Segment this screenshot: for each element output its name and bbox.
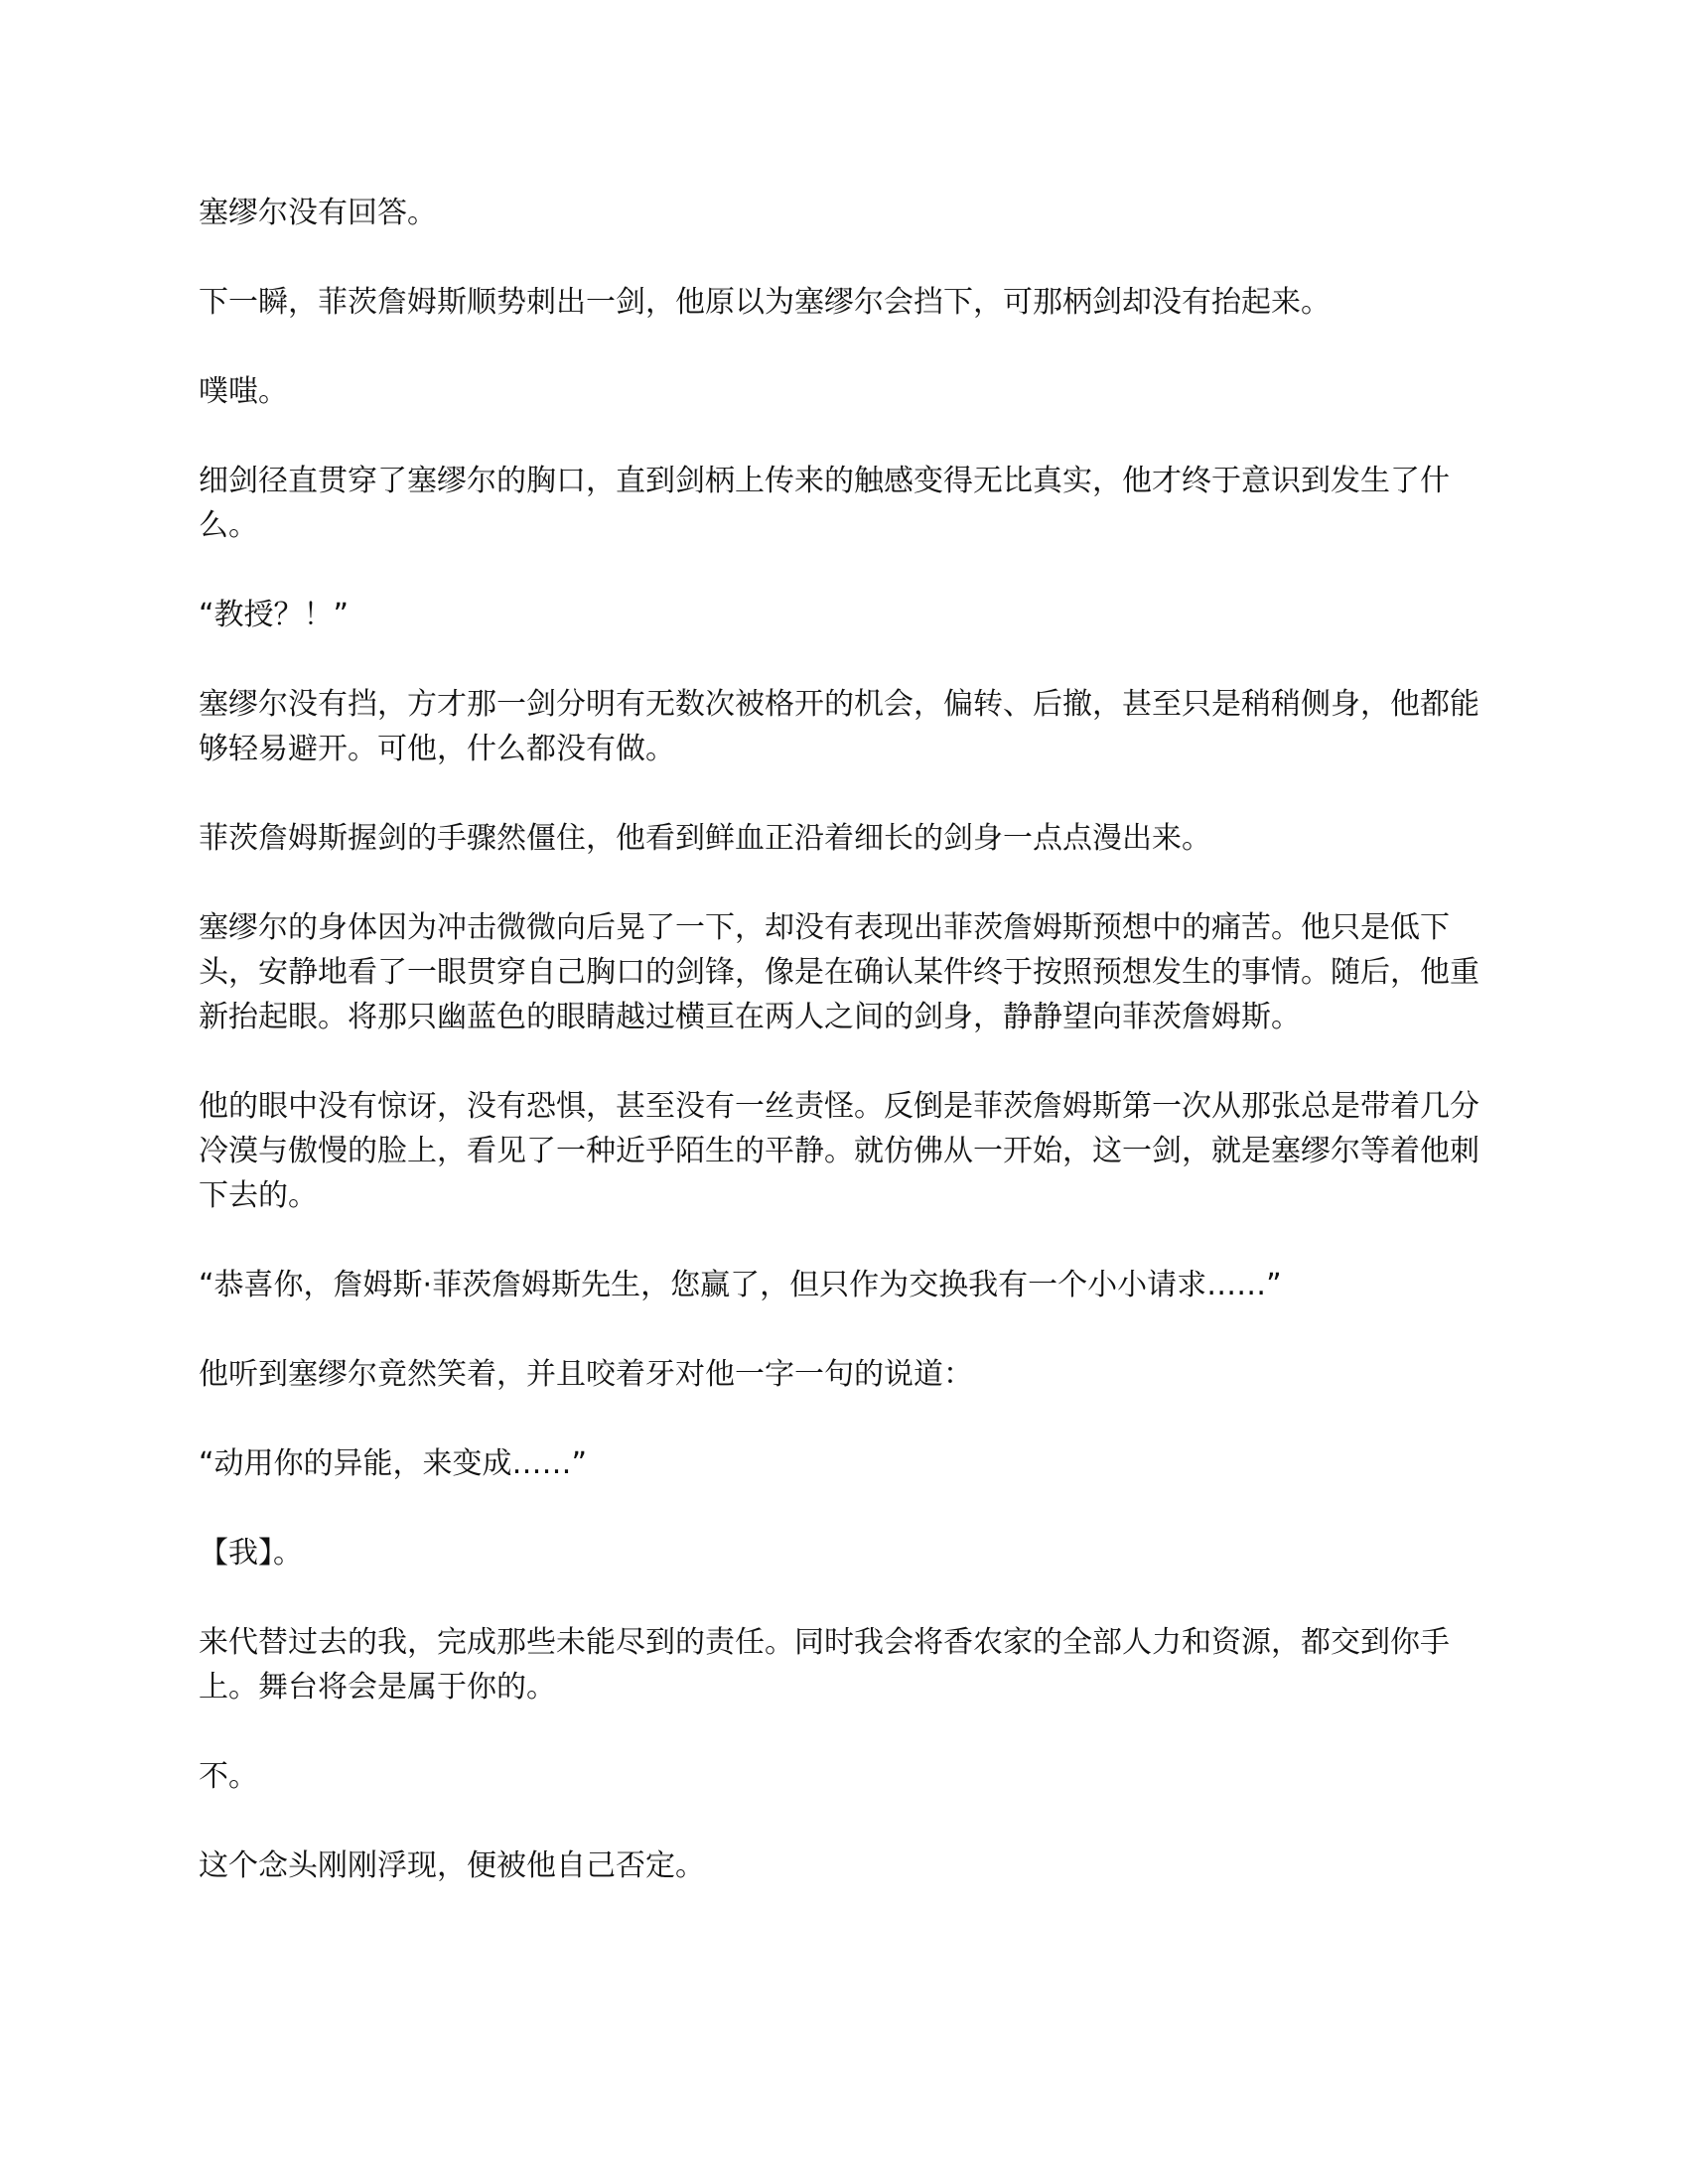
- paragraph: 塞缪尔的身体因为冲击微微向后晃了一下，却没有表现出菲茨詹姆斯预想中的痛苦。他只是低下头，安静地看了一眼贯穿自己胸口的剑锋，像是在确认某件终于按照预想发生的事情。随后，他重新抬起眼。将那只幽蓝色的眼睛越过横亘在两人之间的剑身，静静望向菲茨詹姆斯。: [199, 910, 1479, 1034]
- paragraph: 塞缪尔没有回答。: [199, 196, 437, 230]
- paragraph: 【我】。: [199, 1536, 303, 1570]
- paragraph: 细剑径直贯穿了塞缪尔的胸口，直到剑柄上传来的触感变得无比真实，他才终于意识到发生了什么。: [199, 464, 1450, 543]
- paragraph: 他听到塞缪尔竟然笑着，并且咬着牙对他一字一句的说道：: [199, 1357, 973, 1392]
- paragraph: 不。: [199, 1759, 258, 1794]
- paragraph: 下一瞬，菲茨詹姆斯顺势刺出一剑，他原以为塞缪尔会挡下，可那柄剑却没有抬起来。: [199, 285, 1331, 320]
- paragraph: 来代替过去的我，完成那些未能尽到的责任。同时我会将香农家的全部人力和资源，都交到你手上。舞台将会是属于你的。: [199, 1625, 1450, 1705]
- paragraph: 他的眼中没有惊讶，没有恐惧，甚至没有一丝责怪。反倒是菲茨詹姆斯第一次从那张总是带着几分冷漠与傲慢的脸上，看见了一种近乎陌生的平静。就仿佛从一开始，这一剑，就是塞缪尔等着他刺下去的。: [199, 1089, 1479, 1213]
- paragraph: 菲茨詹姆斯握剑的手骤然僵住，他看到鲜血正沿着细长的剑身一点点漫出来。: [199, 821, 1211, 856]
- paragraph: 这个念头刚刚浮现，便被他自己否定。: [199, 1848, 705, 1883]
- paragraph: “动用你的异能，来变成……”: [199, 1446, 588, 1481]
- paragraph: 噗嗤。: [199, 374, 288, 409]
- paragraph: “恭喜你，詹姆斯·菲茨詹姆斯先生，您赢了，但只作为交换我有一个小小请求……”: [199, 1268, 1282, 1302]
- document-body: [199, 191, 1489, 1933]
- paragraph: 塞缪尔没有挡，方才那一剑分明有无数次被格开的机会，偏转、后撤，甚至只是稍稍侧身，他都能够轻易避开。可他，什么都没有做。: [199, 687, 1479, 766]
- paragraph: “教授？！”: [199, 598, 350, 632]
